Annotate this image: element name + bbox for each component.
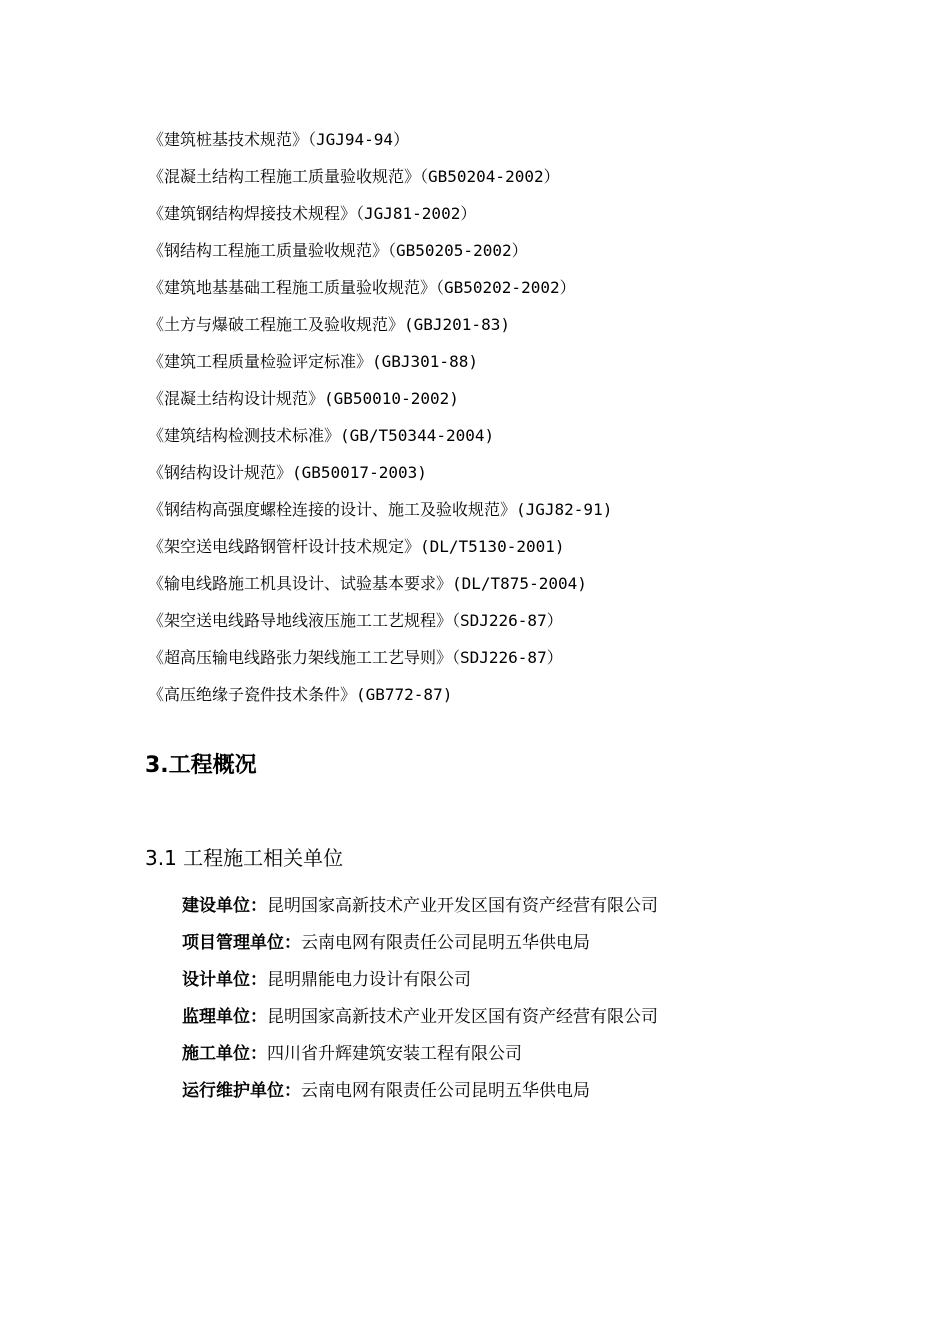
unit-role-label: 设计单位： <box>182 970 267 990</box>
standard-item: 《建筑结构检测技术标准》(GB/T50344-2004) <box>148 426 495 445</box>
unit-org-name: 昆明国家高新技术产业开发区国有资产经营有限公司 <box>267 896 658 916</box>
unit-role-label: 运行维护单位： <box>182 1081 301 1101</box>
standard-item: 《高压绝缘子瓷件技术条件》(GB772-87) <box>148 685 453 704</box>
standard-item: 《土方与爆破工程施工及验收规范》(GBJ201-83) <box>148 315 510 334</box>
unit-item <box>182 1000 922 1037</box>
standard-item: 《建筑钢结构焊接技术规程》（JGJ81-2002） <box>148 204 477 223</box>
unit-item <box>182 1074 922 1111</box>
standard-item: 《建筑桩基技术规范》（JGJ94-94） <box>148 130 410 149</box>
standard-item: 《建筑地基基础工程施工质量验收规范》（GB50202-2002） <box>148 278 576 297</box>
unit-item <box>182 889 922 926</box>
standard-item: 《输电线路施工机具设计、试验基本要求》(DL/T875-2004) <box>148 574 587 593</box>
unit-org-name: 云南电网有限责任公司昆明五华供电局 <box>301 1081 590 1101</box>
standard-item: 《超高压输电线路张力架线施工工艺导则》（SDJ226-87） <box>148 648 563 667</box>
unit-role-label: 建设单位： <box>182 896 267 916</box>
standard-item: 《钢结构设计规范》(GB50017-2003) <box>148 463 427 482</box>
standards-list <box>148 124 928 716</box>
unit-item <box>182 1037 922 1074</box>
unit-role-label: 施工单位： <box>182 1044 267 1064</box>
unit-role-label: 监理单位： <box>182 1007 267 1027</box>
standard-item: 《架空送电线路钢管杆设计技术规定》(DL/T5130-2001) <box>148 537 565 556</box>
unit-org-name: 昆明国家高新技术产业开发区国有资产经营有限公司 <box>267 1007 658 1027</box>
standard-item: 《建筑工程质量检验评定标准》(GBJ301-88) <box>148 352 478 371</box>
standard-item: 《钢结构工程施工质量验收规范》（GB50205-2002） <box>148 241 528 260</box>
standard-item: 《钢结构高强度螺栓连接的设计、施工及验收规范》(JGJ82-91) <box>148 500 613 519</box>
subsection-heading: 3.1 工程施工相关单位 <box>145 846 344 870</box>
units-list <box>182 889 922 1111</box>
unit-org-name: 昆明鼎能电力设计有限公司 <box>267 970 471 990</box>
unit-org-name: 云南电网有限责任公司昆明五华供电局 <box>301 933 590 953</box>
unit-item <box>182 926 922 963</box>
unit-item <box>182 963 922 1000</box>
unit-role-label: 项目管理单位： <box>182 933 301 953</box>
standard-item: 《混凝土结构工程施工质量验收规范》（GB50204-2002） <box>148 167 560 186</box>
standard-item: 《混凝土结构设计规范》(GB50010-2002) <box>148 389 459 408</box>
standard-item: 《架空送电线路导地线液压施工工艺规程》（SDJ226-87） <box>148 611 563 630</box>
section-heading: 3.工程概况 <box>145 753 257 778</box>
unit-org-name: 四川省升辉建筑安装工程有限公司 <box>267 1044 522 1064</box>
